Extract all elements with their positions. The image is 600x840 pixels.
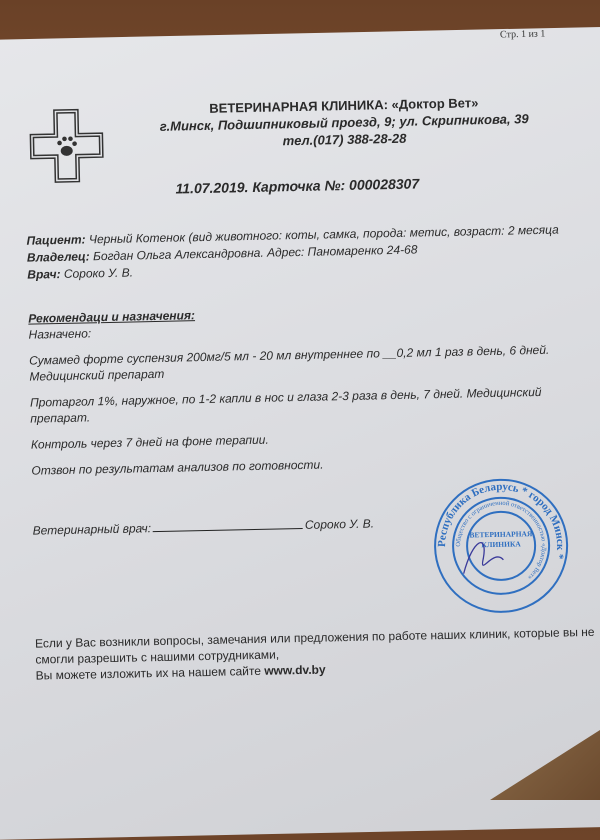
signature-line [33, 516, 375, 537]
signature-name: Сороко У. В. [304, 516, 375, 532]
stamp-center-text: ВЕТЕРИНАРНАЯ КЛИНИКА [469, 529, 533, 550]
footer-line-2: Вы можете изложить их на нашем сайте [35, 663, 265, 683]
clinic-address: г.Минск, Подшипниковый проезд, 9; ул. Скрипникова, 39 [159, 111, 529, 134]
doctor-value: Сороко У. В. [63, 265, 134, 281]
owner-value: Богдан Ольга Александровна. Адрес: Паномаренко 24-68 [92, 242, 418, 264]
stamp-outer-text: Республика Беларусь * город Минск * [436, 480, 567, 561]
patient-info [26, 221, 587, 284]
prescription-item: Сумамед форте суспензия 200мг/5 мл - 20 мл внутреннее по __0,2 мл 1 раз в день, 6 дней. Медицинский препарат [28, 342, 550, 384]
signature-label: Ветеринарный врач: [32, 521, 152, 538]
patient-label: Пациент: [26, 232, 86, 248]
footer-note [35, 624, 596, 684]
recommendations [28, 299, 592, 489]
owner-label: Владелец: [26, 249, 90, 265]
clinic-stamp [432, 476, 571, 615]
assigned-label: Назначено: [28, 326, 92, 342]
prescription-item: Протаргол 1%, наружное, по 1-2 капли в нос и глаза 2-3 раза в день, 7 дней. Медицинский препарат. [29, 384, 542, 426]
prescription-item: Контроль через 7 дней на фоне терапии. [30, 432, 269, 452]
doctor-label: Врач: [27, 266, 61, 282]
clinic-name: ВЕТЕРИНАРНАЯ КЛИНИКА: «Доктор Вет» [209, 95, 479, 116]
clinic-logo-cross-paw-icon [28, 107, 106, 185]
website-link[interactable]: www.dv.by [264, 662, 326, 678]
card-number: 11.07.2019. Карточка №: 000028307 [175, 175, 420, 197]
clinic-header [124, 92, 565, 152]
prescription-item: Отзвон по результатам анализов по готовности. [31, 457, 324, 478]
signature-blank [153, 528, 303, 532]
stamp-inner-text: Общество с ограниченной ответственностью «Доктор Вет» [455, 499, 548, 581]
page-indicator: Стр. 1 из 1 [499, 28, 546, 41]
footer-line-1: Если у Вас возникли вопросы, замечания или предложения по работе наших клиник, которые вы не смогли разрешить с нашими сотрудниками, [34, 624, 595, 667]
patient-value: Черный Котенок (вид животного: коты, самка, порода: метис, возраст: 2 месяца [88, 222, 559, 247]
recommendations-title: Рекомендаци и назначения: [28, 308, 196, 326]
clinic-phone: тел.(017) 388-28-28 [282, 130, 407, 149]
